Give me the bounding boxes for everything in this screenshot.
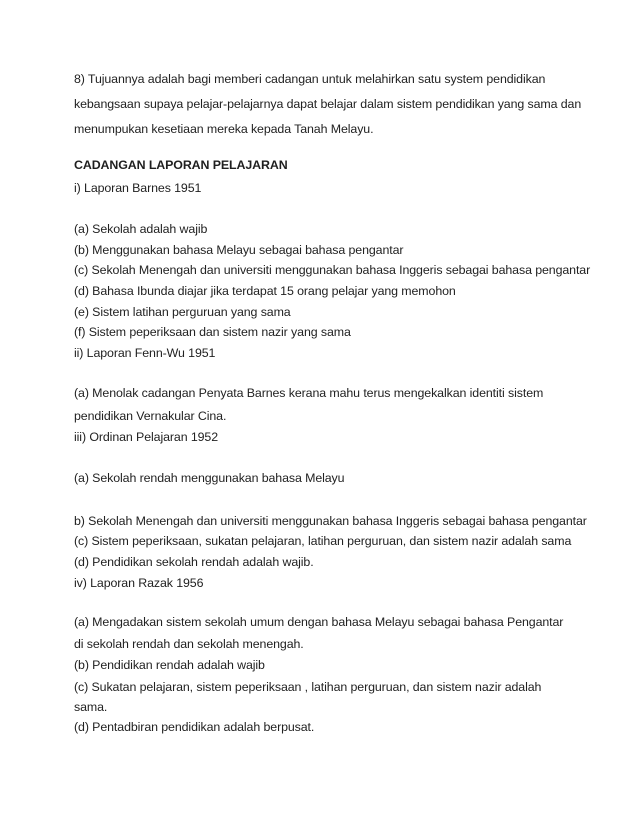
razak-item-a: (a) Mengadakan sistem sekolah umum dengan bahasa Melayu sebagai bahasa Pengantar xyxy=(74,615,564,629)
ordinan-title: iii) Ordinan Pelajaran 1952 xyxy=(74,430,219,444)
barnes-item-f: (f) Sistem peperiksaan dan sistem nazir yang sama xyxy=(74,325,351,339)
barnes-item-c: (c) Sekolah Menengah dan universiti menggunakan bahasa Inggeris sebagai bahasa pengantar xyxy=(74,263,591,277)
ordinan-item-d: (d) Pendidikan sekolah rendah adalah wajib. xyxy=(74,555,314,569)
section-heading: CADANGAN LAPORAN PELAJARAN xyxy=(74,158,288,172)
barnes-item-a: (a) Sekolah adalah wajib xyxy=(74,222,208,236)
razak-title: iv) Laporan Razak 1956 xyxy=(74,576,204,590)
fennwu-item-a: (a) Menolak cadangan Penyata Barnes kerana mahu terus mengekalkan identiti sistem xyxy=(74,386,544,400)
razak-item-c-cont: sama. xyxy=(74,700,108,714)
ordinan-item-c: (c) Sistem peperiksaan, sukatan pelajaran, latihan perguruan, dan sistem nazir adalah sama xyxy=(74,534,572,548)
ordinan-item-a: (a) Sekolah rendah menggunakan bahasa Melayu xyxy=(74,471,345,485)
fennwu-item-a-cont: pendidikan Vernakular Cina. xyxy=(74,409,227,423)
razak-item-a-cont: di sekolah rendah dan sekolah menengah. xyxy=(74,637,304,651)
intro-line-3: menumpukan kesetiaan mereka kepada Tanah Melayu. xyxy=(74,122,374,136)
razak-item-c: (c) Sukatan pelajaran, sistem peperiksaan , latihan perguruan, dan sistem nazir adalah xyxy=(74,680,542,694)
ordinan-item-b: b) Sekolah Menengah dan universiti menggunakan bahasa Inggeris sebagai bahasa pengantar xyxy=(74,514,587,528)
barnes-item-e: (e) Sistem latihan perguruan yang sama xyxy=(74,305,291,319)
barnes-item-b: (b) Menggunakan bahasa Melayu sebagai bahasa pengantar xyxy=(74,243,404,257)
intro-line-2: kebangsaan supaya pelajar-pelajarnya dapat belajar dalam sistem pendidikan yang sama dan xyxy=(74,97,582,111)
fennwu-title: ii) Laporan Fenn-Wu 1951 xyxy=(74,346,216,360)
razak-item-b: (b) Pendidikan rendah adalah wajib xyxy=(74,658,265,672)
barnes-item-d: (d) Bahasa Ibunda diajar jika terdapat 15 orang pelajar yang memohon xyxy=(74,284,456,298)
intro-line-1: 8) Tujuannya adalah bagi memberi cadangan untuk melahirkan satu system pendidikan xyxy=(74,72,546,86)
razak-item-d: (d) Pentadbiran pendidikan adalah berpusat. xyxy=(74,720,315,734)
barnes-title: i) Laporan Barnes 1951 xyxy=(74,181,202,195)
